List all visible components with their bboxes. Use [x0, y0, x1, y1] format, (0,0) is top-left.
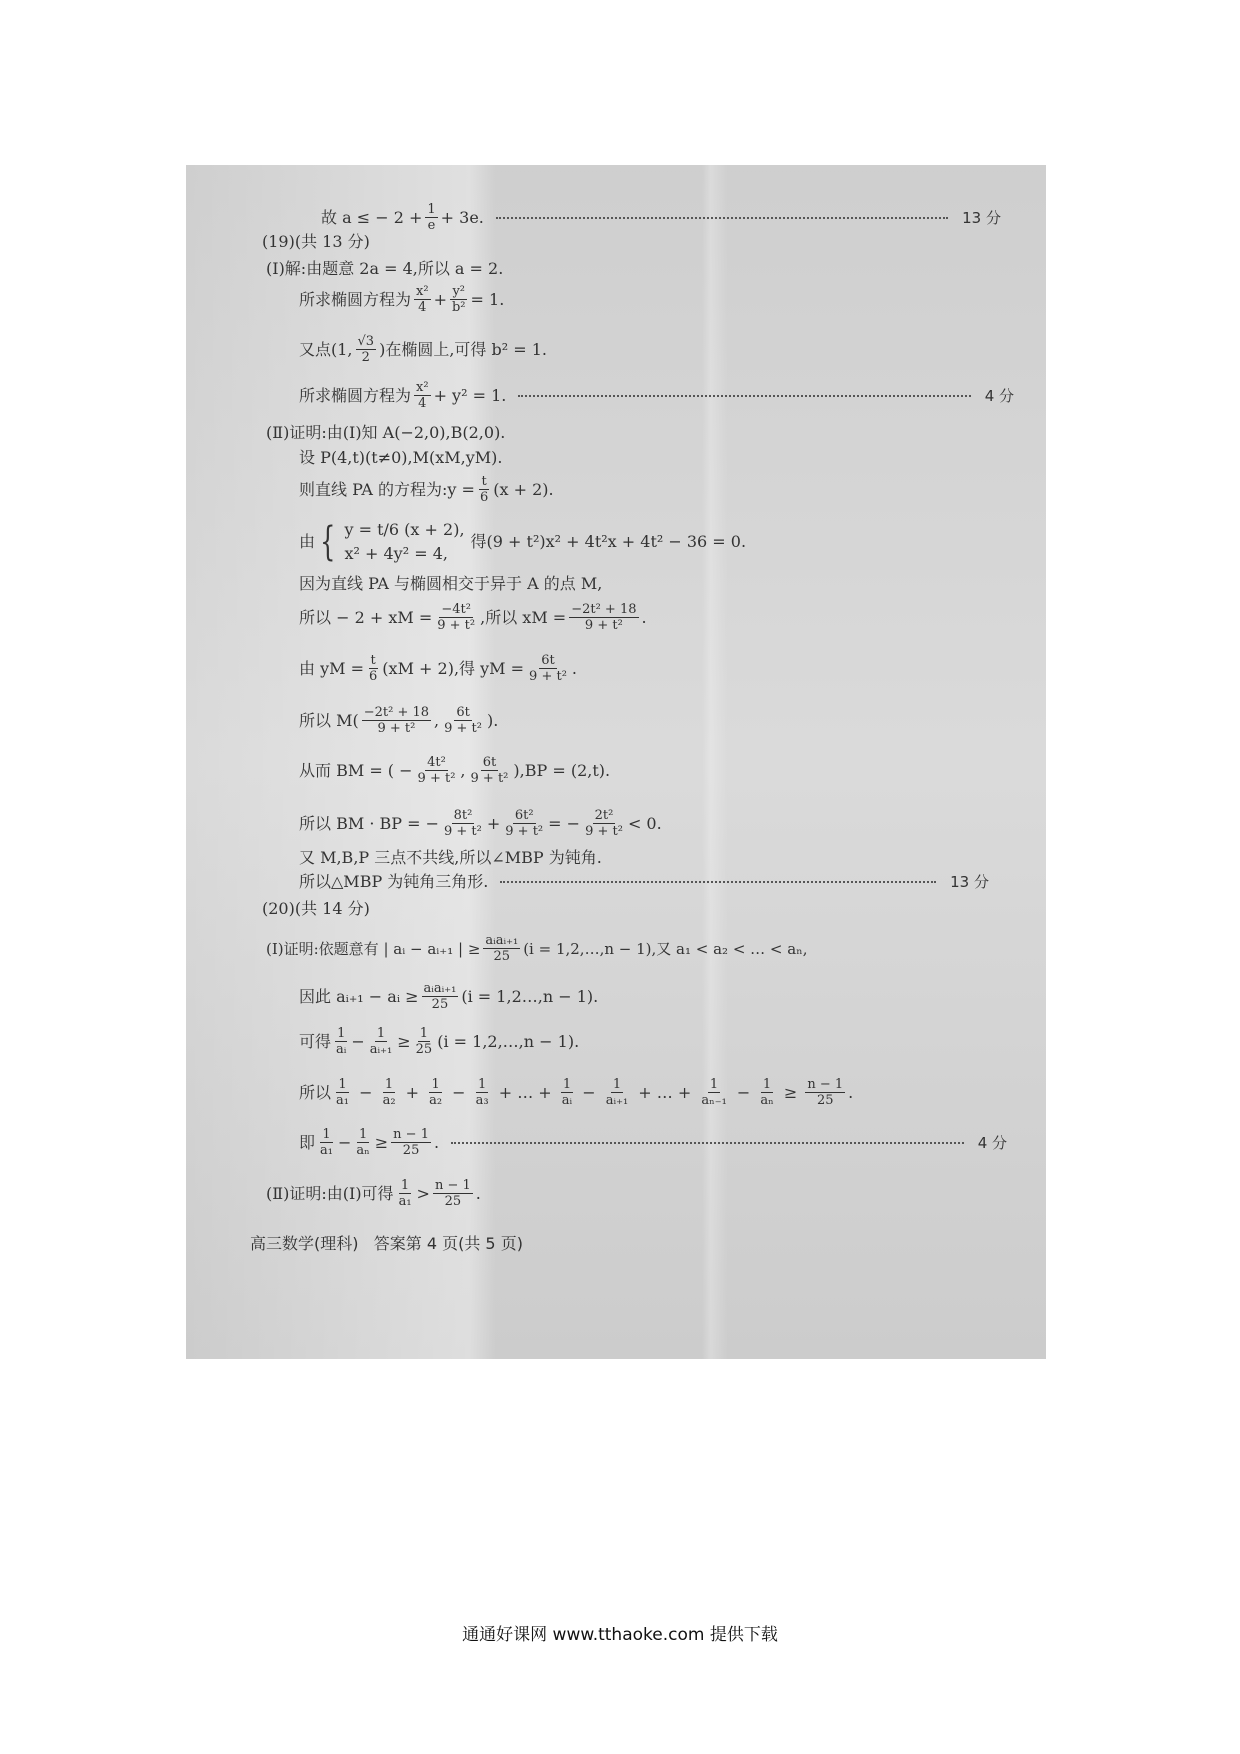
denominator: 2: [361, 350, 370, 365]
brace-glyph: {: [320, 519, 336, 565]
numerator: 1: [358, 1127, 368, 1142]
fraction: [583, 808, 625, 839]
text: ,所以 xM =: [480, 607, 567, 627]
text: )在椭圆上,可得 b² = 1.: [379, 339, 547, 359]
numerator: x²: [416, 284, 429, 299]
numerator: y²: [452, 284, 466, 299]
denominator: 25: [444, 1194, 462, 1209]
fraction: [367, 653, 379, 684]
answer-line: [299, 380, 1014, 411]
answer-line: [299, 808, 662, 839]
text: ,: [434, 710, 440, 730]
text: (i = 1,2,…,n − 1).: [437, 1031, 580, 1051]
text: ≥: [374, 1132, 389, 1152]
fraction: [368, 1026, 394, 1057]
denominator: 9 + t²: [437, 618, 476, 633]
numerator: 1: [337, 1026, 346, 1041]
text: (i = 1,2…,n − 1).: [461, 986, 599, 1006]
text: = 1.: [470, 289, 505, 309]
text: ),BP = (2,t).: [513, 760, 611, 780]
fraction: [318, 1127, 335, 1158]
text: ≥: [397, 1031, 411, 1051]
numerator: 4t²: [427, 755, 446, 770]
operator: −: [353, 1082, 378, 1102]
numerator: 6t: [456, 705, 470, 720]
fraction: [414, 380, 431, 411]
fraction: [527, 653, 569, 684]
text: 所以△MBP 为钝角三角形.: [299, 872, 489, 891]
numerator: 6t²: [514, 808, 534, 823]
answer-line: [266, 258, 503, 280]
fraction: [435, 602, 477, 633]
denominator: aᵢ: [336, 1042, 347, 1057]
answer-line: [299, 447, 503, 469]
answer-line: [299, 518, 746, 566]
denominator: aᵢ: [561, 1093, 573, 1108]
numerator: 1: [709, 1077, 719, 1092]
numerator: n − 1: [434, 1178, 471, 1193]
answer-line: [299, 871, 989, 893]
text: 因此 aᵢ₊₁ − aᵢ ≥: [299, 986, 419, 1006]
denominator: aᵢ₊₁: [605, 1093, 629, 1108]
text: 所求椭圆方程为: [299, 289, 412, 309]
text: .: [641, 607, 647, 627]
denominator: 25: [415, 1042, 433, 1057]
denominator: 9 + t²: [444, 721, 482, 736]
fraction: [604, 1077, 630, 1108]
denominator: a₃: [475, 1093, 489, 1108]
denominator: 4: [418, 300, 427, 315]
denominator: b²: [451, 300, 466, 315]
numerator: t: [481, 474, 487, 489]
answer-line: [299, 573, 602, 595]
fraction: [422, 981, 459, 1012]
denominator: 9 + t²: [377, 721, 416, 736]
fraction: [427, 1077, 444, 1108]
answer-line: [266, 1178, 481, 1209]
answer-line: [299, 1026, 579, 1057]
numerator: 1: [427, 202, 436, 217]
numerator: 1: [562, 1077, 572, 1092]
denominator: 6: [369, 669, 378, 684]
text: 所以 − 2 + xM =: [299, 607, 433, 627]
denominator: a₁: [320, 1143, 333, 1158]
text: 所以 BM · BP = −: [299, 813, 439, 833]
text: (Ⅱ)证明:由(Ⅰ)知 A(−2,0),B(2,0).: [266, 423, 506, 442]
denominator: 4: [418, 396, 427, 411]
answer-line: [299, 653, 577, 684]
text: + 3e.: [440, 207, 484, 227]
answer-line: [299, 981, 598, 1012]
denominator: 6: [479, 490, 489, 505]
text: .: [571, 658, 578, 678]
answer-line: [321, 202, 1001, 233]
denominator: 9 + t²: [470, 771, 509, 786]
text: (19)(共 13 分): [262, 232, 370, 251]
numerator: 1: [419, 1026, 429, 1041]
text: .: [848, 1082, 854, 1102]
fraction: [569, 602, 638, 633]
problem-heading: [262, 231, 370, 253]
numerator: 1: [338, 1077, 347, 1092]
fraction: [442, 808, 484, 839]
answer-line: [266, 422, 505, 444]
text: 所以: [299, 1082, 332, 1102]
denominator: 9 + t²: [529, 669, 567, 684]
answer-line: [299, 602, 647, 633]
denominator: a₂: [382, 1093, 396, 1108]
score-label: 4 分: [984, 386, 1014, 405]
fraction: [758, 1077, 775, 1108]
fraction: [425, 202, 437, 233]
text: 可得: [299, 1031, 332, 1051]
text: −: [351, 1031, 365, 1051]
text: 因为直线 PA 与椭圆相交于异于 A 的点 M,: [299, 574, 603, 593]
denominator: aₙ₋₁: [701, 1093, 727, 1108]
operator: −: [447, 1082, 471, 1102]
text: .: [433, 1132, 440, 1152]
answer-line: [299, 1127, 1007, 1158]
text: −: [337, 1132, 352, 1152]
fraction: [381, 1077, 398, 1108]
fraction: [391, 1127, 431, 1158]
denominator: aᵢ₊₁: [369, 1042, 393, 1057]
fraction: [433, 1178, 473, 1209]
answer-line: [299, 705, 498, 736]
fraction: [450, 284, 468, 315]
text: ).: [487, 710, 499, 730]
denominator: aₙ: [760, 1093, 774, 1108]
operator: ≥: [778, 1082, 803, 1102]
answer-line: [299, 334, 547, 365]
fraction: [334, 1077, 351, 1108]
denominator: 25: [402, 1143, 420, 1158]
text: 又 M,B,P 三点不共线,所以∠MBP 为钝角.: [299, 848, 602, 867]
text: (Ⅰ)证明:依题意有 | aᵢ − aᵢ₊₁ | ≥: [266, 939, 481, 958]
denominator: 25: [431, 997, 449, 1012]
numerator: 1: [431, 1077, 440, 1092]
text: >: [416, 1183, 430, 1203]
dot-leader: [500, 881, 936, 883]
fraction: [478, 474, 490, 505]
fraction: [414, 1026, 435, 1057]
text: 所求椭圆方程为: [299, 385, 412, 405]
fraction: [354, 1127, 371, 1158]
denominator: aₙ: [356, 1143, 370, 1158]
numerator: t: [370, 653, 376, 668]
text: (Ⅰ)解:由题意 2a = 4,所以 a = 2.: [266, 259, 504, 278]
answer-line: [299, 1077, 853, 1108]
telescoping-sum: [331, 1077, 848, 1108]
system-row: x² + 4y² = 4,: [344, 544, 448, 563]
fraction: [334, 1026, 348, 1057]
score-label: 13 分: [962, 208, 1001, 227]
numerator: −4t²: [441, 602, 471, 617]
text: (x + 2).: [493, 479, 554, 499]
answer-line: [299, 847, 602, 869]
answer-line: [299, 755, 610, 786]
fraction: [397, 1178, 414, 1209]
numerator: 8t²: [453, 808, 473, 823]
text: 设 P(4,t)(t≠0),M(xM,yM).: [299, 448, 503, 467]
fraction: [362, 705, 431, 736]
denominator: e: [427, 218, 436, 233]
operator: + … +: [493, 1082, 557, 1102]
numerator: 1: [762, 1077, 772, 1092]
fraction: [442, 705, 484, 736]
denominator: 9 + t²: [584, 618, 623, 633]
text: 从而 BM = ( −: [299, 760, 413, 780]
answer-line: [266, 933, 807, 964]
numerator: 1: [612, 1077, 622, 1092]
text: 由: [299, 532, 316, 551]
text: 得(9 + t²)x² + 4t²x + 4t² − 36 = 0.: [470, 532, 747, 551]
score-label: 4 分: [977, 1133, 1007, 1152]
dot-leader: [518, 395, 970, 397]
fraction: [483, 933, 520, 964]
numerator: n − 1: [807, 1077, 844, 1092]
numerator: −2t² + 18: [571, 602, 637, 617]
operator: + … +: [633, 1082, 697, 1102]
answer-line: [299, 284, 504, 315]
numerator: 6t: [541, 653, 555, 668]
numerator: x²: [416, 380, 429, 395]
text: < 0.: [627, 813, 662, 833]
text: + y² = 1.: [433, 385, 507, 405]
equation-system: [344, 518, 464, 566]
denominator: 9 + t²: [444, 824, 482, 839]
numerator: 1: [376, 1026, 386, 1041]
operator: −: [577, 1082, 601, 1102]
problem-heading: [262, 898, 370, 920]
text: (20)(共 14 分): [262, 899, 370, 918]
dot-leader: [451, 1142, 964, 1144]
numerator: √3: [357, 334, 375, 349]
text: 所以 M(: [299, 710, 359, 730]
text: +: [486, 813, 501, 833]
numerator: aᵢaᵢ₊₁: [423, 981, 457, 996]
text: 又点(1,: [299, 339, 353, 359]
fraction: [414, 284, 431, 315]
numerator: 6t: [482, 755, 497, 770]
text: 则直线 PA 的方程为:y =: [299, 479, 475, 499]
numerator: 1: [322, 1127, 331, 1142]
score-label: 13 分: [950, 873, 989, 891]
scanned-answer-sheet: [186, 165, 1046, 1359]
text: 由 yM =: [299, 658, 365, 678]
denominator: 25: [493, 949, 511, 964]
denominator: 9 + t²: [417, 771, 456, 786]
fraction: [474, 1077, 491, 1108]
text: 高三数学(理科) 答案第 4 页(共 5 页): [250, 1234, 523, 1253]
numerator: 2t²: [594, 808, 614, 823]
denominator: a₁: [336, 1093, 349, 1108]
fraction: [416, 755, 458, 786]
denominator: 25: [816, 1093, 834, 1108]
fraction: [805, 1077, 845, 1108]
fraction: [469, 755, 511, 786]
numerator: −2t² + 18: [363, 705, 430, 720]
text: 即: [299, 1132, 316, 1152]
system-row: y = t/6 (x + 2),: [344, 520, 465, 539]
numerator: n − 1: [393, 1127, 429, 1142]
text: 故 a ≤ − 2 +: [321, 207, 423, 227]
text: (Ⅱ)证明:由(Ⅰ)可得: [266, 1183, 394, 1203]
numerator: 1: [478, 1077, 487, 1092]
denominator: a₂: [429, 1093, 443, 1108]
denominator: 9 + t²: [505, 824, 544, 839]
text: (xM + 2),得 yM =: [382, 658, 525, 678]
text: (i = 1,2,…,n − 1),又 a₁ < a₂ < … < aₙ,: [523, 939, 808, 958]
operator: −: [731, 1082, 756, 1102]
numerator: aᵢaᵢ₊₁: [485, 933, 519, 948]
text: ,: [460, 760, 466, 780]
fraction: [560, 1077, 574, 1108]
dot-leader: [496, 217, 948, 219]
numerator: 1: [384, 1077, 394, 1092]
text: = −: [548, 813, 581, 833]
denominator: 9 + t²: [585, 824, 623, 839]
answer-line: [299, 474, 554, 505]
fraction: [503, 808, 545, 839]
denominator: a₁: [398, 1194, 412, 1209]
page-footer-label: [250, 1233, 523, 1255]
fraction: [699, 1077, 728, 1108]
text: .: [475, 1183, 481, 1203]
text: +: [433, 289, 447, 309]
download-credit: 通通好课网 www.tthaoke.com 提供下载: [462, 1625, 778, 1645]
operator: +: [400, 1082, 425, 1102]
fraction: [356, 334, 377, 365]
numerator: 1: [400, 1178, 410, 1193]
